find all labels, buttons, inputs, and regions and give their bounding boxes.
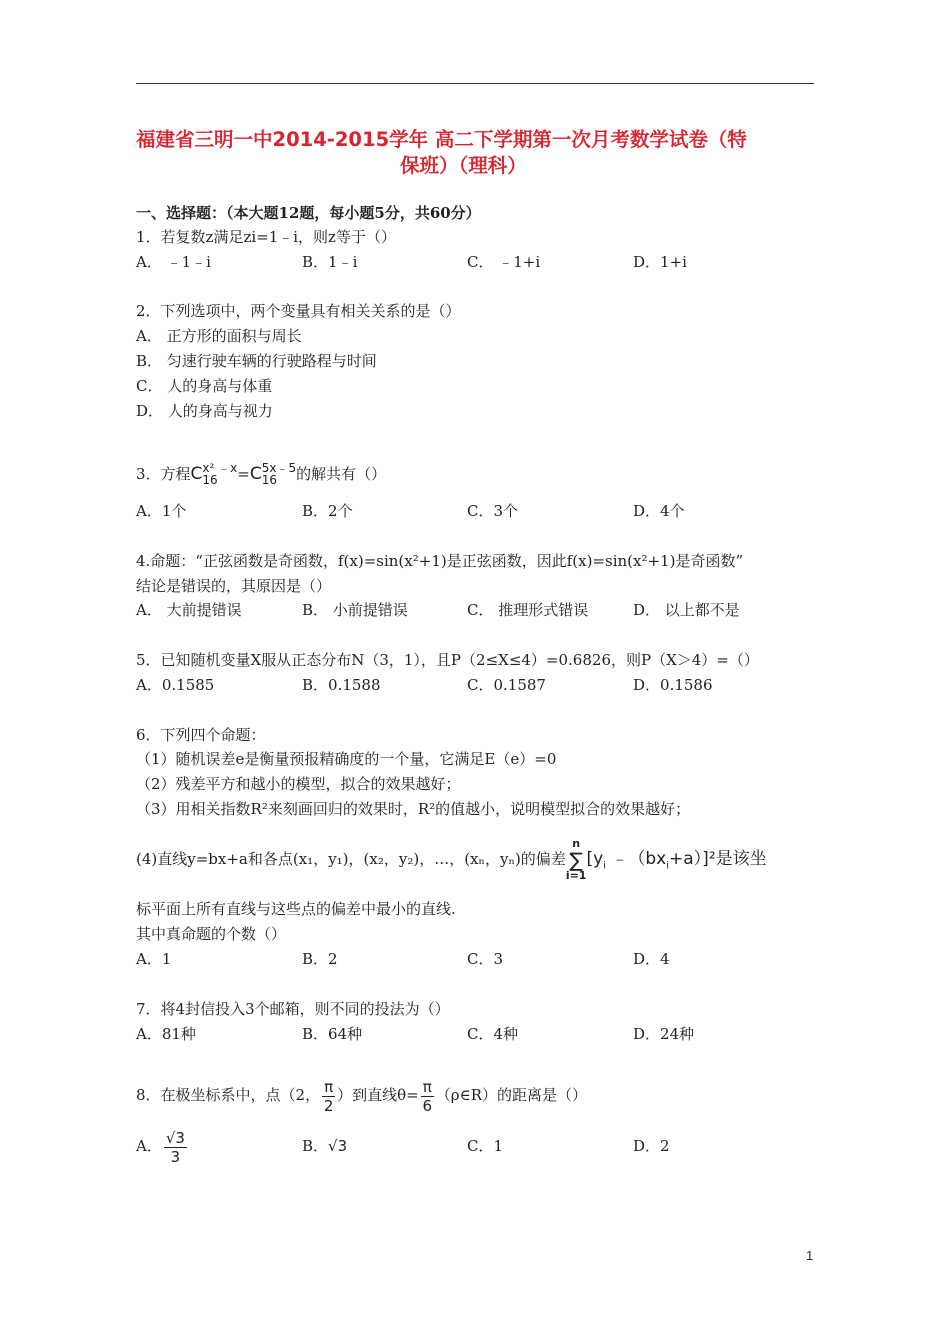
q2-option-a: A． 正方形的面积与周长 bbox=[136, 327, 302, 345]
q8-option-a-fraction: $\frac{√3}{3}$ bbox=[165, 1128, 185, 1166]
q3-equals: = bbox=[237, 465, 250, 483]
q1-option-a: A． ﹣1﹣i bbox=[136, 253, 211, 271]
q5-stem: 5．已知随机变量X服从正态分布N（3，1），且P（2≤X≤4）=0.6826，则P（X＞4）=（） bbox=[136, 651, 759, 669]
q8-option-d: D．2 bbox=[633, 1137, 670, 1155]
q3-post: 的解共有（） bbox=[296, 465, 387, 483]
q1-option-b: B．1﹣i bbox=[302, 253, 358, 271]
q6-proposition-4 bbox=[136, 833, 767, 885]
q2-option-d: D． 人的身高与视力 bbox=[136, 402, 273, 420]
q7-option-d: D．24种 bbox=[633, 1025, 695, 1043]
q3-option-a: A．1个 bbox=[136, 502, 187, 520]
q5-option-d: D．0.1586 bbox=[633, 676, 713, 694]
q4-option-d: D． 以上都不是 bbox=[633, 601, 740, 619]
document-title-line1: 福建省三明一中2014-2015学年 高二下学期第一次月考数学试卷（特 bbox=[136, 128, 747, 151]
q6-option-b: B．2 bbox=[302, 950, 338, 968]
q8-option-b: B．√3 bbox=[302, 1137, 348, 1155]
q6-ask: 其中真命题的个数（） bbox=[136, 925, 287, 943]
q6-option-d: D．4 bbox=[633, 950, 670, 968]
q7-option-b: B．64种 bbox=[302, 1025, 363, 1043]
q8-option-a: A． $\frac{√3}{3}$ bbox=[136, 1128, 185, 1166]
q5-option-a: A．0.1585 bbox=[136, 676, 215, 694]
q5-option-b: B．0.1588 bbox=[302, 676, 381, 694]
q1-stem: 1．若复数z满足zi=1﹣i，则z等于（） bbox=[136, 228, 396, 246]
q6-stem: 6．下列四个命题： bbox=[136, 726, 266, 744]
header-rule bbox=[136, 83, 814, 84]
q6-proposition-2: （2）残差平方和越小的模型，拟合的效果越好； bbox=[136, 775, 461, 793]
q8-pre: 8．在极坐标系中，点（2， bbox=[136, 1086, 321, 1104]
q8-fraction-pi-over-2: $\frac{\pi}{2}$ bbox=[323, 1077, 334, 1115]
q1-option-d: D．1+i bbox=[633, 253, 687, 271]
document-title-line2: 保班）（理科） bbox=[400, 154, 527, 177]
q6-option-a: A．1 bbox=[136, 950, 172, 968]
q6-p4-expression: [$y_i$ $﹣(bx_i+a)]^2$是该坐 bbox=[586, 849, 767, 872]
sigma-symbol: n ∑ i=1 bbox=[565, 837, 587, 882]
q4-stem: 4.命题：“正弦函数是奇函数，f(x)=sin(x²+1)是正弦函数，因此f(x)=sin(x²+1)是奇函数” bbox=[136, 552, 744, 570]
q2-stem: 2．下列选项中，两个变量具有相关关系的是（） bbox=[136, 302, 461, 320]
q7-option-a: A．81种 bbox=[136, 1025, 196, 1043]
q8-mid: ）到直线θ= bbox=[337, 1086, 419, 1104]
page-number: 1 bbox=[806, 1248, 814, 1263]
q8-stem bbox=[136, 1072, 587, 1118]
q2-option-b: B． 匀速行驶车辆的行驶路程与时间 bbox=[136, 352, 377, 370]
q8-option-c: C．1 bbox=[467, 1137, 504, 1155]
q1-option-c: C． ﹣1+i bbox=[467, 253, 541, 271]
q4-option-b: B． 小前提错误 bbox=[302, 601, 408, 619]
q6-proposition-4-cont: 标平面上所有直线与这些点的偏差中最小的直线. bbox=[136, 900, 456, 918]
q8-post: （ρ∈R）的距离是（） bbox=[435, 1086, 587, 1104]
q3-pre: 3．方程 bbox=[136, 465, 191, 483]
q5-option-c: C．0.1587 bbox=[467, 676, 546, 694]
q4-option-a: A． 大前提错误 bbox=[136, 601, 242, 619]
q6-p4-text: (4)直线y=bx+a和各点(x₁，y₁)，(x₂，y₂)，…，(xₙ，yₙ)的偏差 bbox=[136, 850, 566, 868]
q4-option-c: C． 推理形式错误 bbox=[467, 601, 589, 619]
q3-combination-2: C 5x﹣5 16 bbox=[249, 461, 297, 487]
section-heading: 一、选择题：（本大题12题，每小题5分，共60分） bbox=[136, 204, 481, 222]
q6-proposition-3: （3）用相关指数R²来刻画回归的效果时，R²的值越小，说明模型拟合的效果越好； bbox=[136, 800, 691, 818]
q4-stem-cont: 结论是错误的，其原因是（） bbox=[136, 577, 332, 595]
q3-combination-1: C x² ﹣x 16 bbox=[190, 461, 238, 487]
q8-fraction-pi-over-6: $\frac{\pi}{6}$ bbox=[422, 1077, 433, 1115]
q3-stem bbox=[136, 462, 386, 486]
q7-stem: 7．将4封信投入3个邮箱，则不同的投法为（） bbox=[136, 1000, 450, 1018]
q3-option-c: C．3个 bbox=[467, 502, 519, 520]
q7-option-c: C．4种 bbox=[467, 1025, 519, 1043]
q6-option-c: C．3 bbox=[467, 950, 504, 968]
q3-option-d: D．4个 bbox=[633, 502, 685, 520]
q3-option-b: B．2个 bbox=[302, 502, 353, 520]
q6-proposition-1: （1）随机误差e是衡量预报精确度的一个量，它满足E（e）=0 bbox=[136, 750, 557, 768]
q2-option-c: C． 人的身高与体重 bbox=[136, 377, 273, 395]
